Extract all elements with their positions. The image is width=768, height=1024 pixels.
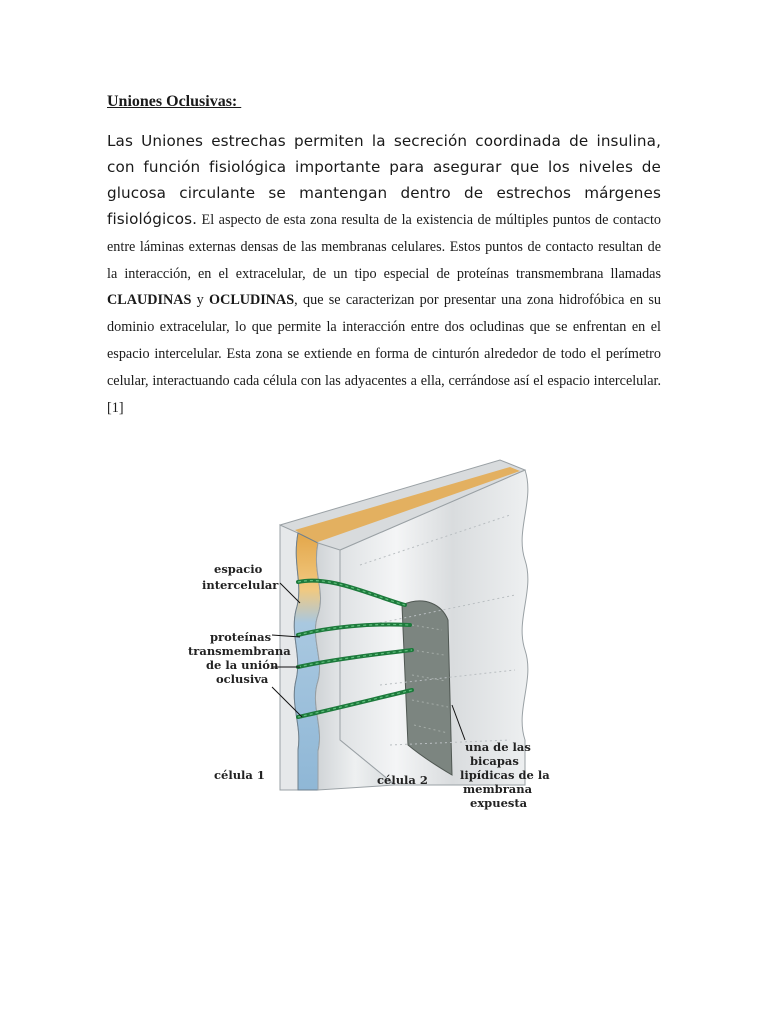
paragraph-serif-text-2: , que se caracterizan por presentar una zona hidrofóbica en su dominio extracelular, lo que permite la interacción entre dos ocludinas que se enfrentan en el espacio intercelular. Esta zona se extiende en forma de cinturón alrededor de todo el perímetro celular, interactuando cada célula con las adyacentes a ella, cerrándose así el espacio intercelular. [1] <box>107 292 661 416</box>
ocludinas-term: OCLUDINAS <box>209 292 295 309</box>
label-bicapa-2: bicapas <box>470 754 519 768</box>
label-bicapa-1: una de las <box>465 740 531 754</box>
tight-junction-figure <box>180 455 580 830</box>
label-bicapa-5: expuesta <box>470 796 528 810</box>
label-celula-2: célula 2 <box>377 773 428 787</box>
body-paragraph <box>107 128 661 421</box>
paragraph-serif-text: El aspecto de esta zona resulta de la existencia de múltiples puntos de contacto entre láminas externas densas de las membranas celulares. Estos puntos de contacto resultan de la interacción, en el extracelular, de un tipo especial de proteínas transmembrana llamadas <box>107 212 661 282</box>
label-proteinas-3: de la unión <box>206 658 279 672</box>
label-proteinas-4: oclusiva <box>216 672 269 686</box>
label-proteinas-2: transmembrana <box>188 644 291 658</box>
connector-text: y <box>191 292 210 309</box>
label-bicapa-3: lipídicas de la <box>460 768 550 782</box>
tight-junction-illustration <box>180 455 580 830</box>
label-espacio-2: intercelular <box>202 578 279 592</box>
label-bicapa-4: membrana <box>463 782 533 796</box>
section-heading: Uniones Oclusivas: <box>107 93 242 110</box>
paragraph-sans-text: Las Uniones estrechas permiten la secreción coordinada de insulina, con función fisiológica importante para asegurar que los niveles de glucosa circulante se mantengan dentro de estrechos márgenes fisiológicos. <box>107 132 661 228</box>
label-espacio-1: espacio <box>214 562 263 576</box>
label-celula-1: célula 1 <box>214 768 265 782</box>
label-proteinas-1: proteínas <box>210 630 272 644</box>
claudinas-term: CLAUDINAS <box>107 292 192 309</box>
